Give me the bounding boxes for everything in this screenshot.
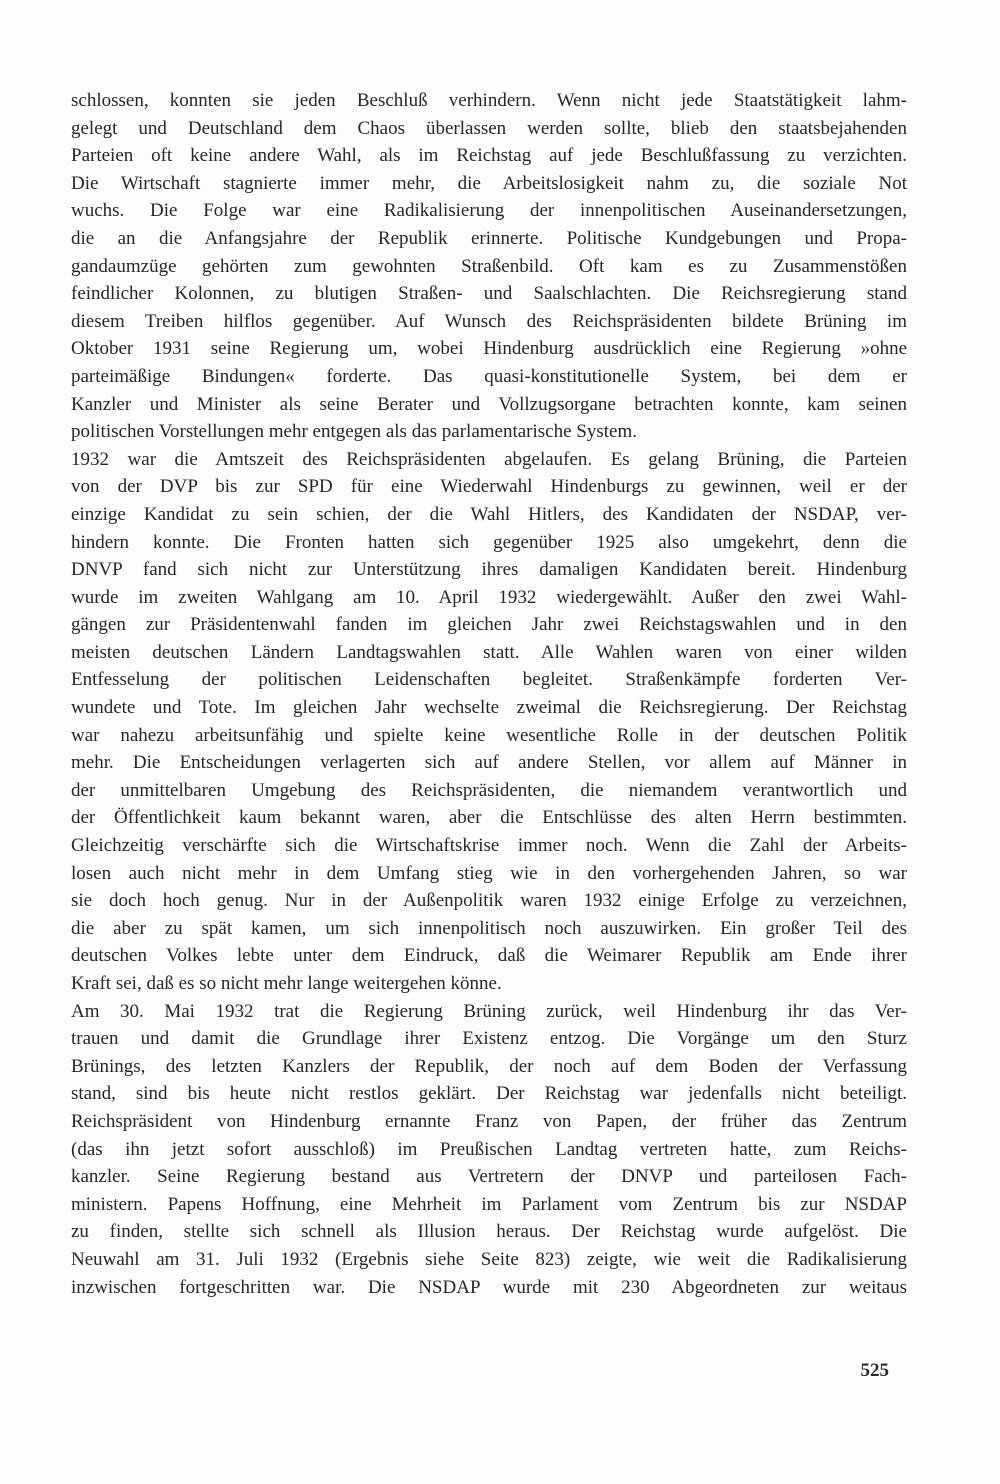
body-text <box>71 87 907 1301</box>
text-line: Gleichzeitig verschärfte sich die Wirtschaftskrise immer noch. Wenn die Zahl der Arbeits- <box>71 835 907 857</box>
text-line: sie doch hoch genug. Nur in der Außenpolitik waren 1932 einige Erfolge zu verzeichnen, <box>71 890 907 912</box>
text-line: war nahezu arbeitsunfähig und spielte keine wesentliche Rolle in der deutschen Politik <box>71 724 907 746</box>
page-number: 525 <box>860 1360 889 1381</box>
text-line: der Öffentlichkeit kaum bekannt waren, aber die Entschlüsse des alten Herrn bestimmten. <box>71 807 907 829</box>
text-line: Die Wirtschaft stagnierte immer mehr, die Arbeitslosigkeit nahm zu, die soziale Not <box>71 172 907 194</box>
text-line: hindern konnte. Die Fronten hatten sich gegenüber 1925 also umgekehrt, denn die <box>71 531 907 553</box>
text-line: Oktober 1931 seine Regierung um, wobei Hindenburg ausdrücklich eine Regierung »ohne <box>71 338 907 360</box>
text-line: Brünings, des letzten Kanzlers der Republik, der noch auf dem Boden der Verfassung <box>71 1055 907 1077</box>
text-line: (das ihn jetzt sofort ausschloß) im Preußischen Landtag vertreten hatte, zum Reichs- <box>71 1138 907 1160</box>
text-line: parteimäßige Bindungen« forderte. Das quasi-konstitutionelle System, bei dem er <box>71 365 907 387</box>
text-line: 1932 war die Amtszeit des Reichspräsidenten abgelaufen. Es gelang Brüning, die Parteien <box>71 448 907 470</box>
text-line: zu finden, stellte sich schnell als Illusion heraus. Der Reichstag wurde aufgelöst. Die <box>71 1221 907 1243</box>
text-line: Parteien oft keine andere Wahl, als im Reichstag auf jede Beschlußfassung zu verzichten. <box>71 145 907 167</box>
text-line: schlossen, konnten sie jeden Beschluß verhindern. Wenn nicht jede Staatstätigkeit lahm- <box>71 90 907 111</box>
text-line: losen auch nicht mehr in dem Umfang stieg wie in den vorhergehenden Jahren, so war <box>71 862 907 884</box>
text-line: politischen Vorstellungen mehr entgegen als das parlamentarische System. <box>71 421 637 443</box>
text-line: wurde im zweiten Wahlgang am 10. April 1932 wiedergewählt. Außer den zwei Wahl- <box>71 586 907 608</box>
text-line: Entfesselung der politischen Leidenschaften begleitet. Straßenkämpfe forderten Ver- <box>71 669 907 691</box>
text-line: gängen zur Präsidentenwahl fanden im gleichen Jahr zwei Reichstagswahlen und in den <box>71 614 907 636</box>
text-line: einzige Kandidat zu sein schien, der die Wahl Hitlers, des Kandidaten der NSDAP, ver- <box>71 503 907 525</box>
text-line: wundete und Tote. Im gleichen Jahr wechselte zweimal die Reichsregierung. Der Reichstag <box>71 697 907 719</box>
text-line: feindlicher Kolonnen, zu blutigen Straßen- und Saalschlachten. Die Reichsregierung stand <box>71 283 907 305</box>
text-line: Kraft sei, daß es so nicht mehr lange weitergehen könne. <box>71 973 502 994</box>
text-line: kanzler. Seine Regierung bestand aus Vertretern der DNVP und parteilosen Fach- <box>71 1166 907 1188</box>
text-line: Neuwahl am 31. Juli 1932 (Ergebnis siehe Seite 823) zeigte, wie weit die Radikalisierung <box>71 1248 907 1270</box>
text-line: DNVP fand sich nicht zur Unterstützung ihres damaligen Kandidaten bereit. Hindenburg <box>71 559 907 581</box>
text-line: die aber zu spät kamen, um sich innenpolitisch noch auszuwirken. Ein großer Teil des <box>71 917 907 939</box>
text-line: diesem Treiben hilflos gegenüber. Auf Wunsch des Reichspräsidenten bildete Brüning im <box>71 310 907 332</box>
text-line: Reichspräsident von Hindenburg ernannte Franz von Papen, der früher das Zentrum <box>71 1110 907 1132</box>
text-line: trauen und damit die Grundlage ihrer Existenz entzog. Die Vorgänge um den Sturz <box>71 1028 907 1050</box>
text-line: Kanzler und Minister als seine Berater und Vollzugsorgane betrachten konnte, kam seinen <box>71 393 907 415</box>
text-line: gelegt und Deutschland dem Chaos überlassen werden sollte, blieb den staatsbejahenden <box>71 117 907 139</box>
text-line: ministern. Papens Hoffnung, eine Mehrheit im Parlament vom Zentrum bis zur NSDAP <box>71 1193 907 1215</box>
text-line: der unmittelbaren Umgebung des Reichspräsidenten, die niemandem verantwortlich und <box>71 779 907 801</box>
text-line: inzwischen fortgeschritten war. Die NSDAP wurde mit 230 Abgeordneten zur weitaus <box>71 1276 907 1298</box>
text-line: mehr. Die Entscheidungen verlagerten sich auf andere Stellen, vor allem auf Männer in <box>71 752 907 774</box>
text-line: meisten deutschen Ländern Landtagswahlen statt. Alle Wahlen waren von einer wilden <box>71 641 907 663</box>
text-line: gandaumzüge gehörten zum gewohnten Straßenbild. Oft kam es zu Zusammenstößen <box>71 255 907 277</box>
text-line: die an die Anfangsjahre der Republik erinnerte. Politische Kundgebungen und Propa- <box>71 227 907 249</box>
text-line: stand, sind bis heute nicht restlos geklärt. Der Reichstag war jedenfalls nicht beteiligt. <box>71 1083 907 1105</box>
text-line: deutschen Volkes lebte unter dem Eindruck, daß die Weimarer Republik am Ende ihrer <box>71 945 907 967</box>
text-line: von der DVP bis zur SPD für eine Wiederwahl Hindenburgs zu gewinnen, weil er der <box>71 476 907 498</box>
text-line: wuchs. Die Folge war eine Radikalisierung der innenpolitischen Auseinandersetzungen, <box>71 200 907 222</box>
text-line: Am 30. Mai 1932 trat die Regierung Brüning zurück, weil Hindenburg ihr das Ver- <box>71 1000 907 1022</box>
